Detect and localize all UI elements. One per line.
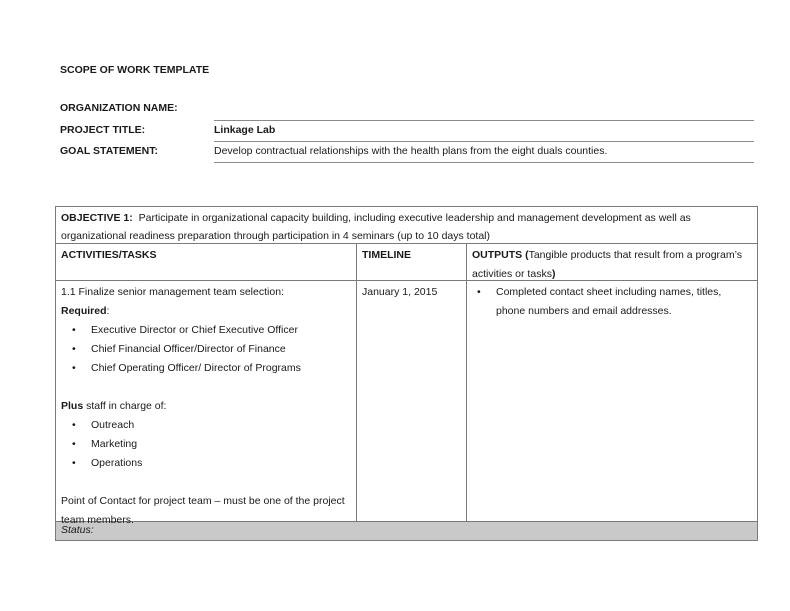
objective-label: OBJECTIVE 1: xyxy=(61,212,133,224)
plus-line xyxy=(61,397,351,416)
header-outputs-paren-open: ( xyxy=(522,249,529,261)
document-title: SCOPE OF WORK TEMPLATE xyxy=(60,64,210,76)
bullet-icon: • xyxy=(72,324,76,336)
table-row xyxy=(56,281,757,526)
plus-text: staff in charge of: xyxy=(83,400,167,412)
scope-of-work-table xyxy=(55,206,758,541)
goal-statement-value: Develop contractual relationships with the health plans from the eight duals counties. xyxy=(214,145,608,157)
list-item-text: Chief Financial Officer/Director of Finance xyxy=(91,343,286,355)
list-item-text: Completed contact sheet including names, titles, phone numbers and email addresses. xyxy=(496,286,722,317)
list-item xyxy=(472,283,752,321)
field-divider xyxy=(214,120,754,121)
activities-cell xyxy=(56,281,357,526)
header-timeline: TIMELINE xyxy=(357,244,467,280)
required-list xyxy=(61,321,351,378)
header-outputs-description: Tangible products that result from a program’s activities or tasks xyxy=(472,249,743,280)
bullet-icon: • xyxy=(72,457,76,469)
project-title-value: Linkage Lab xyxy=(214,124,276,136)
project-title-label: PROJECT TITLE: xyxy=(60,124,146,136)
list-item-text: Outreach xyxy=(91,419,135,431)
objective-text: Participate in organizational capacity building, including executive leadership and management development as well as organizational readiness preparation through participation in 4 seminars (up to 10 days total) xyxy=(61,212,691,242)
plus-label: Plus xyxy=(61,400,84,412)
required-colon: : xyxy=(106,305,110,317)
required-label: Required xyxy=(61,305,107,317)
required-line xyxy=(61,302,351,321)
table-header-row xyxy=(56,244,757,281)
field-divider xyxy=(214,141,754,142)
contact-note: Point of Contact for project team – must be one of the project team members. xyxy=(61,495,345,526)
header-outputs-paren-close: ) xyxy=(551,268,556,280)
list-item xyxy=(61,321,351,340)
bullet-icon: • xyxy=(72,343,76,355)
list-item xyxy=(61,359,351,378)
header-activities: ACTIVITIES/TASKS xyxy=(56,244,357,280)
spacer xyxy=(61,378,351,397)
spacer xyxy=(61,473,351,492)
bullet-icon: • xyxy=(72,438,76,450)
bullet-icon: • xyxy=(72,362,76,374)
task-title: 1.1 Finalize senior management team selection: xyxy=(61,286,284,298)
list-item xyxy=(61,340,351,359)
header-outputs xyxy=(467,244,757,280)
header-outputs-label: OUTPUTS xyxy=(472,249,523,261)
bullet-icon: • xyxy=(477,286,481,298)
goal-statement-label: GOAL STATEMENT: xyxy=(60,145,158,157)
field-divider xyxy=(214,162,754,163)
list-item-text: Operations xyxy=(91,457,143,469)
bullet-icon: • xyxy=(72,419,76,431)
plus-list xyxy=(61,416,351,473)
outputs-cell xyxy=(467,281,757,521)
list-item-text: Executive Director or Chief Executive Officer xyxy=(91,324,298,336)
objective-row xyxy=(56,207,757,244)
timeline-cell: January 1, 2015 xyxy=(357,281,467,521)
organization-name-label: ORGANIZATION NAME: xyxy=(60,102,178,114)
list-item xyxy=(61,416,351,435)
list-item xyxy=(61,454,351,473)
list-item-text: Chief Operating Officer/ Director of Programs xyxy=(91,362,301,374)
list-item-text: Marketing xyxy=(91,438,138,450)
list-item xyxy=(61,435,351,454)
status-row: Status: xyxy=(56,521,757,540)
